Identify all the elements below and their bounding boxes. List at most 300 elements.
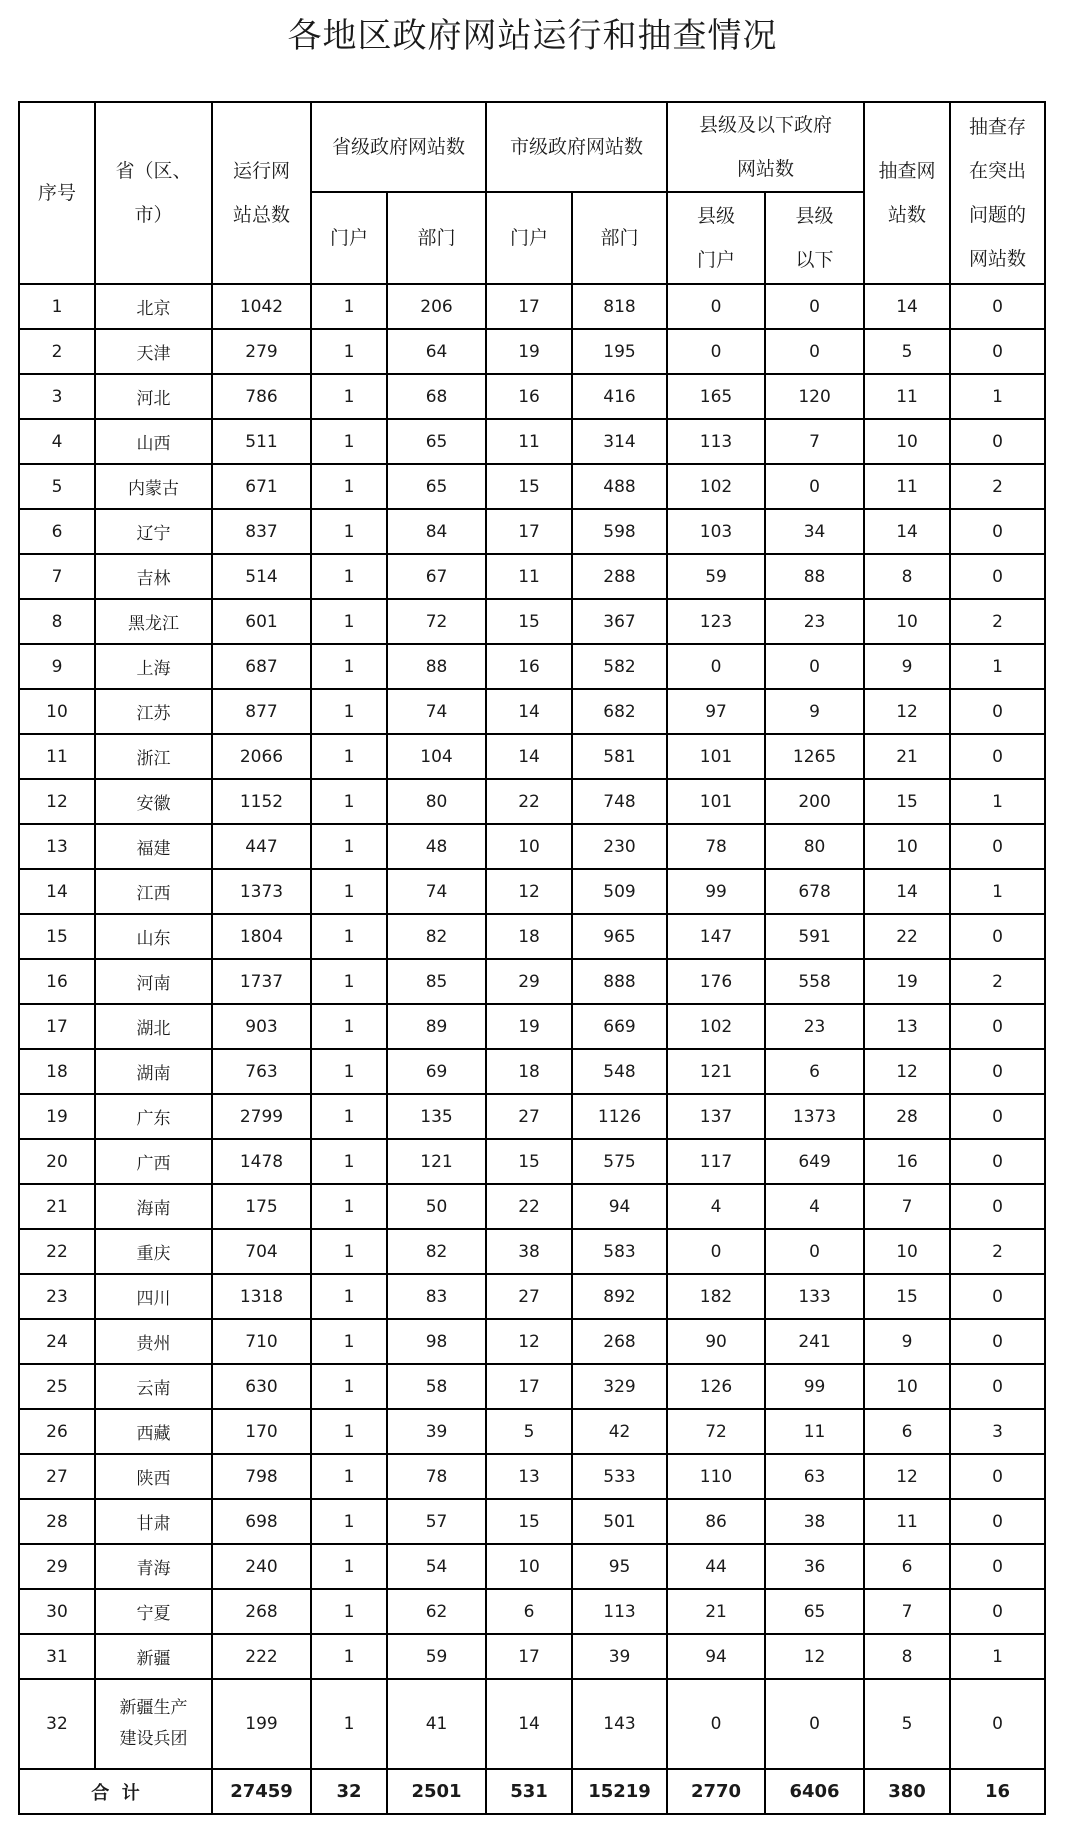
cell-prov-dept: 48	[387, 824, 486, 869]
cell-problem: 2	[950, 1229, 1045, 1274]
cell-city-portal: 22	[486, 1184, 572, 1229]
cell-total: 1042	[212, 284, 311, 329]
cell-problem: 1	[950, 779, 1045, 824]
cell-total: 763	[212, 1049, 311, 1094]
cell-city-portal: 27	[486, 1274, 572, 1319]
header-city-dept: 部门	[572, 192, 667, 284]
cell-total: 2066	[212, 734, 311, 779]
cell-below-county: 0	[765, 464, 864, 509]
cell-county-portal: 21	[667, 1589, 765, 1634]
cell-total: 704	[212, 1229, 311, 1274]
cell-city-dept: 39	[572, 1634, 667, 1679]
cell-checked: 12	[864, 1049, 950, 1094]
cell-problem: 0	[950, 689, 1045, 734]
cell-checked: 10	[864, 599, 950, 644]
cell-below-county: 0	[765, 329, 864, 374]
cell-city-portal: 17	[486, 284, 572, 329]
cell-city-portal: 22	[486, 779, 572, 824]
cell-problem: 0	[950, 284, 1045, 329]
cell-total: 786	[212, 374, 311, 419]
cell-county-portal: 103	[667, 509, 765, 554]
cell-prov-dept: 67	[387, 554, 486, 599]
table-body	[19, 284, 1045, 1814]
cell-city-portal: 14	[486, 1679, 572, 1769]
cell-prov-dept: 121	[387, 1139, 486, 1184]
cell-city-dept: 598	[572, 509, 667, 554]
cell-city-dept: 669	[572, 1004, 667, 1049]
cell-seq: 10	[19, 689, 95, 734]
cell-below-county: 0	[765, 284, 864, 329]
cell-region: 西藏	[95, 1409, 212, 1454]
cell-below-county: 88	[765, 554, 864, 599]
cell-city-portal: 16	[486, 644, 572, 689]
cell-city-portal: 16	[486, 374, 572, 419]
header-seq: 序号	[19, 102, 95, 284]
cell-prov-dept: 41	[387, 1679, 486, 1769]
totals-label: 合 计	[19, 1769, 212, 1814]
cell-county-portal: 78	[667, 824, 765, 869]
cell-checked: 10	[864, 1364, 950, 1409]
cell-county-portal: 110	[667, 1454, 765, 1499]
cell-below-county: 23	[765, 599, 864, 644]
cell-seq: 32	[19, 1679, 95, 1769]
cell-seq: 20	[19, 1139, 95, 1184]
cell-total: 1737	[212, 959, 311, 1004]
cell-below-county: 0	[765, 644, 864, 689]
cell-prov-dept: 57	[387, 1499, 486, 1544]
cell-seq: 24	[19, 1319, 95, 1364]
cell-total: 1804	[212, 914, 311, 959]
cell-below-county: 12	[765, 1634, 864, 1679]
cell-city-dept: 583	[572, 1229, 667, 1274]
cell-city-portal: 19	[486, 329, 572, 374]
cell-city-portal: 15	[486, 464, 572, 509]
page-title: 各地区政府网站运行和抽查情况	[287, 16, 778, 56]
header-county-portal: 县级 门户	[667, 192, 765, 284]
cell-problem: 1	[950, 374, 1045, 419]
cell-below-county: 6	[765, 1049, 864, 1094]
table-row	[19, 1319, 1045, 1364]
cell-problem: 1	[950, 1634, 1045, 1679]
table-row	[19, 1049, 1045, 1094]
cell-seq: 8	[19, 599, 95, 644]
cell-seq: 6	[19, 509, 95, 554]
header-total: 运行网 站总数	[212, 102, 311, 284]
cell-county-portal: 0	[667, 329, 765, 374]
cell-prov-dept: 59	[387, 1634, 486, 1679]
cell-city-portal: 38	[486, 1229, 572, 1274]
cell-county-portal: 117	[667, 1139, 765, 1184]
cell-below-county: 649	[765, 1139, 864, 1184]
cell-total: 447	[212, 824, 311, 869]
table-row	[19, 1274, 1045, 1319]
cell-problem: 2	[950, 464, 1045, 509]
cell-county-portal: 94	[667, 1634, 765, 1679]
table-row	[19, 1094, 1045, 1139]
cell-prov-portal: 1	[311, 1004, 387, 1049]
cell-checked: 12	[864, 1454, 950, 1499]
cell-city-portal: 15	[486, 1499, 572, 1544]
cell-region: 广西	[95, 1139, 212, 1184]
table-row	[19, 1499, 1045, 1544]
cell-below-county: 1265	[765, 734, 864, 779]
cell-total: 240	[212, 1544, 311, 1589]
cell-seq: 29	[19, 1544, 95, 1589]
cell-city-dept: 367	[572, 599, 667, 644]
cell-checked: 9	[864, 644, 950, 689]
cell-checked: 7	[864, 1184, 950, 1229]
cell-prov-dept: 80	[387, 779, 486, 824]
cell-below-county: 1373	[765, 1094, 864, 1139]
cell-region: 贵州	[95, 1319, 212, 1364]
cell-below-county: 11	[765, 1409, 864, 1454]
cell-below-county: 7	[765, 419, 864, 464]
cell-below-county: 36	[765, 1544, 864, 1589]
cell-checked: 8	[864, 1634, 950, 1679]
cell-prov-dept: 54	[387, 1544, 486, 1589]
cell-region: 山西	[95, 419, 212, 464]
cell-region: 湖南	[95, 1049, 212, 1094]
cell-prov-dept: 68	[387, 374, 486, 419]
cell-below-county: 241	[765, 1319, 864, 1364]
cell-seq: 25	[19, 1364, 95, 1409]
cell-seq: 16	[19, 959, 95, 1004]
cell-city-dept: 314	[572, 419, 667, 464]
cell-problem: 2	[950, 599, 1045, 644]
total-county-portal: 2770	[667, 1769, 765, 1814]
cell-problem: 0	[950, 419, 1045, 464]
cell-city-portal: 15	[486, 1139, 572, 1184]
cell-city-portal: 18	[486, 1049, 572, 1094]
cell-total: 798	[212, 1454, 311, 1499]
table-row	[19, 1139, 1045, 1184]
cell-county-portal: 0	[667, 1229, 765, 1274]
cell-prov-portal: 1	[311, 1634, 387, 1679]
cell-prov-dept: 98	[387, 1319, 486, 1364]
cell-prov-portal: 1	[311, 914, 387, 959]
cell-total: 630	[212, 1364, 311, 1409]
cell-region: 江西	[95, 869, 212, 914]
cell-prov-dept: 72	[387, 599, 486, 644]
total-problem: 16	[950, 1769, 1045, 1814]
total-below-county: 6406	[765, 1769, 864, 1814]
cell-checked: 10	[864, 1229, 950, 1274]
total-checked: 380	[864, 1769, 950, 1814]
cell-prov-portal: 1	[311, 509, 387, 554]
cell-city-dept: 42	[572, 1409, 667, 1454]
cell-city-dept: 892	[572, 1274, 667, 1319]
cell-region: 辽宁	[95, 509, 212, 554]
cell-prov-dept: 74	[387, 869, 486, 914]
cell-checked: 11	[864, 464, 950, 509]
cell-seq: 19	[19, 1094, 95, 1139]
table-row	[19, 1004, 1045, 1049]
cell-checked: 15	[864, 779, 950, 824]
cell-region: 广东	[95, 1094, 212, 1139]
cell-prov-portal: 1	[311, 1544, 387, 1589]
cell-checked: 6	[864, 1544, 950, 1589]
cell-prov-portal: 1	[311, 1454, 387, 1499]
table-row	[19, 419, 1045, 464]
cell-city-portal: 12	[486, 1319, 572, 1364]
cell-region: 新疆	[95, 1634, 212, 1679]
cell-problem: 0	[950, 1364, 1045, 1409]
cell-city-portal: 18	[486, 914, 572, 959]
table-row	[19, 509, 1045, 554]
cell-city-dept: 682	[572, 689, 667, 734]
cell-prov-portal: 1	[311, 1589, 387, 1634]
cell-seq: 18	[19, 1049, 95, 1094]
cell-total: 1318	[212, 1274, 311, 1319]
cell-checked: 9	[864, 1319, 950, 1364]
cell-prov-dept: 39	[387, 1409, 486, 1454]
cell-city-dept: 488	[572, 464, 667, 509]
table-row	[19, 1634, 1045, 1679]
cell-region: 河南	[95, 959, 212, 1004]
cell-total: 1152	[212, 779, 311, 824]
cell-prov-dept: 104	[387, 734, 486, 779]
cell-city-dept: 329	[572, 1364, 667, 1409]
cell-region: 山东	[95, 914, 212, 959]
table-row	[19, 689, 1045, 734]
totals-row	[19, 1769, 1045, 1814]
cell-prov-dept: 78	[387, 1454, 486, 1499]
table-row	[19, 1589, 1045, 1634]
cell-region: 北京	[95, 284, 212, 329]
cell-prov-portal: 1	[311, 464, 387, 509]
cell-prov-portal: 1	[311, 284, 387, 329]
cell-county-portal: 165	[667, 374, 765, 419]
cell-prov-dept: 135	[387, 1094, 486, 1139]
table-row	[19, 869, 1045, 914]
cell-checked: 11	[864, 1499, 950, 1544]
table-row	[19, 284, 1045, 329]
cell-seq: 9	[19, 644, 95, 689]
cell-city-portal: 5	[486, 1409, 572, 1454]
cell-checked: 12	[864, 689, 950, 734]
cell-below-county: 0	[765, 1229, 864, 1274]
cell-prov-portal: 1	[311, 779, 387, 824]
cell-below-county: 9	[765, 689, 864, 734]
table-row	[19, 959, 1045, 1004]
cell-seq: 11	[19, 734, 95, 779]
cell-seq: 26	[19, 1409, 95, 1454]
cell-problem: 0	[950, 1319, 1045, 1364]
cell-prov-portal: 1	[311, 1499, 387, 1544]
cell-problem: 0	[950, 509, 1045, 554]
cell-city-portal: 13	[486, 1454, 572, 1499]
cell-below-county: 99	[765, 1364, 864, 1409]
cell-city-portal: 17	[486, 509, 572, 554]
cell-prov-portal: 1	[311, 599, 387, 644]
cell-problem: 3	[950, 1409, 1045, 1454]
cell-prov-dept: 58	[387, 1364, 486, 1409]
cell-county-portal: 99	[667, 869, 765, 914]
cell-city-dept: 268	[572, 1319, 667, 1364]
cell-city-dept: 818	[572, 284, 667, 329]
table-row	[19, 734, 1045, 779]
header-region: 省（区、 市）	[95, 102, 212, 284]
cell-checked: 5	[864, 329, 950, 374]
cell-city-dept: 548	[572, 1049, 667, 1094]
cell-county-portal: 101	[667, 734, 765, 779]
cell-county-portal: 113	[667, 419, 765, 464]
cell-seq: 27	[19, 1454, 95, 1499]
cell-county-portal: 126	[667, 1364, 765, 1409]
cell-checked: 21	[864, 734, 950, 779]
cell-seq: 2	[19, 329, 95, 374]
cell-region: 内蒙古	[95, 464, 212, 509]
table-row	[19, 644, 1045, 689]
cell-prov-portal: 1	[311, 419, 387, 464]
cell-county-portal: 44	[667, 1544, 765, 1589]
cell-seq: 14	[19, 869, 95, 914]
cell-prov-dept: 83	[387, 1274, 486, 1319]
cell-prov-dept: 89	[387, 1004, 486, 1049]
cell-checked: 14	[864, 869, 950, 914]
cell-total: 170	[212, 1409, 311, 1454]
cell-prov-portal: 1	[311, 329, 387, 374]
cell-seq: 12	[19, 779, 95, 824]
cell-county-portal: 182	[667, 1274, 765, 1319]
cell-region: 青海	[95, 1544, 212, 1589]
cell-county-portal: 147	[667, 914, 765, 959]
cell-problem: 0	[950, 914, 1045, 959]
cell-problem: 0	[950, 1544, 1045, 1589]
total-prov-dept: 2501	[387, 1769, 486, 1814]
cell-total: 2799	[212, 1094, 311, 1139]
cell-problem: 0	[950, 734, 1045, 779]
cell-city-portal: 12	[486, 869, 572, 914]
cell-county-portal: 102	[667, 1004, 765, 1049]
cell-total: 1478	[212, 1139, 311, 1184]
cell-prov-portal: 1	[311, 1319, 387, 1364]
cell-region: 安徽	[95, 779, 212, 824]
cell-checked: 11	[864, 374, 950, 419]
cell-checked: 8	[864, 554, 950, 599]
cell-prov-portal: 1	[311, 1139, 387, 1184]
cell-problem: 2	[950, 959, 1045, 1004]
cell-region: 海南	[95, 1184, 212, 1229]
cell-region: 宁夏	[95, 1589, 212, 1634]
website-stats-table	[18, 101, 1046, 1815]
cell-seq: 7	[19, 554, 95, 599]
cell-city-dept: 95	[572, 1544, 667, 1589]
cell-prov-dept: 64	[387, 329, 486, 374]
cell-seq: 30	[19, 1589, 95, 1634]
header-provincial: 省级政府网站数	[311, 102, 486, 192]
cell-problem: 0	[950, 1589, 1045, 1634]
table-row	[19, 1229, 1045, 1274]
cell-problem: 0	[950, 554, 1045, 599]
cell-prov-dept: 65	[387, 419, 486, 464]
cell-county-portal: 137	[667, 1094, 765, 1139]
table-row	[19, 1679, 1045, 1769]
cell-seq: 23	[19, 1274, 95, 1319]
table-row	[19, 554, 1045, 599]
cell-prov-dept: 50	[387, 1184, 486, 1229]
cell-county-portal: 86	[667, 1499, 765, 1544]
cell-checked: 14	[864, 284, 950, 329]
cell-county-portal: 72	[667, 1409, 765, 1454]
header-county: 县级及以下政府 网站数	[667, 102, 864, 192]
cell-city-dept: 965	[572, 914, 667, 959]
cell-total: 687	[212, 644, 311, 689]
cell-seq: 21	[19, 1184, 95, 1229]
cell-seq: 28	[19, 1499, 95, 1544]
cell-prov-portal: 1	[311, 959, 387, 1004]
cell-county-portal: 59	[667, 554, 765, 599]
header-city-portal: 门户	[486, 192, 572, 284]
header-row-1	[19, 102, 1045, 192]
cell-prov-dept: 88	[387, 644, 486, 689]
cell-prov-dept: 65	[387, 464, 486, 509]
cell-seq: 5	[19, 464, 95, 509]
cell-prov-portal: 1	[311, 554, 387, 599]
header-below-county: 县级 以下	[765, 192, 864, 284]
cell-region: 重庆	[95, 1229, 212, 1274]
cell-city-portal: 10	[486, 824, 572, 869]
cell-city-dept: 94	[572, 1184, 667, 1229]
cell-below-county: 200	[765, 779, 864, 824]
cell-city-dept: 509	[572, 869, 667, 914]
cell-seq: 22	[19, 1229, 95, 1274]
cell-total: 837	[212, 509, 311, 554]
cell-seq: 15	[19, 914, 95, 959]
table-row	[19, 1184, 1045, 1229]
cell-prov-portal: 1	[311, 689, 387, 734]
cell-region: 黑龙江	[95, 599, 212, 644]
table-row	[19, 464, 1045, 509]
cell-region: 浙江	[95, 734, 212, 779]
table-row	[19, 329, 1045, 374]
cell-below-county: 558	[765, 959, 864, 1004]
cell-prov-dept: 85	[387, 959, 486, 1004]
cell-total: 903	[212, 1004, 311, 1049]
cell-total: 514	[212, 554, 311, 599]
cell-prov-dept: 84	[387, 509, 486, 554]
total-sites: 27459	[212, 1769, 311, 1814]
cell-prov-dept: 62	[387, 1589, 486, 1634]
cell-prov-portal: 1	[311, 1229, 387, 1274]
table-row	[19, 1364, 1045, 1409]
cell-checked: 5	[864, 1679, 950, 1769]
cell-county-portal: 121	[667, 1049, 765, 1094]
cell-problem: 0	[950, 1679, 1045, 1769]
header-problem: 抽查存 在突出 问题的 网站数	[950, 102, 1045, 284]
cell-below-county: 4	[765, 1184, 864, 1229]
cell-checked: 10	[864, 419, 950, 464]
cell-county-portal: 97	[667, 689, 765, 734]
cell-below-county: 34	[765, 509, 864, 554]
cell-region: 福建	[95, 824, 212, 869]
cell-prov-portal: 1	[311, 1184, 387, 1229]
cell-county-portal: 90	[667, 1319, 765, 1364]
cell-below-county: 63	[765, 1454, 864, 1499]
cell-problem: 0	[950, 824, 1045, 869]
cell-checked: 10	[864, 824, 950, 869]
cell-seq: 17	[19, 1004, 95, 1049]
cell-seq: 3	[19, 374, 95, 419]
cell-total: 268	[212, 1589, 311, 1634]
cell-city-dept: 113	[572, 1589, 667, 1634]
cell-prov-portal: 1	[311, 644, 387, 689]
cell-city-dept: 533	[572, 1454, 667, 1499]
cell-problem: 0	[950, 1454, 1045, 1499]
cell-total: 710	[212, 1319, 311, 1364]
cell-total: 601	[212, 599, 311, 644]
cell-seq: 13	[19, 824, 95, 869]
